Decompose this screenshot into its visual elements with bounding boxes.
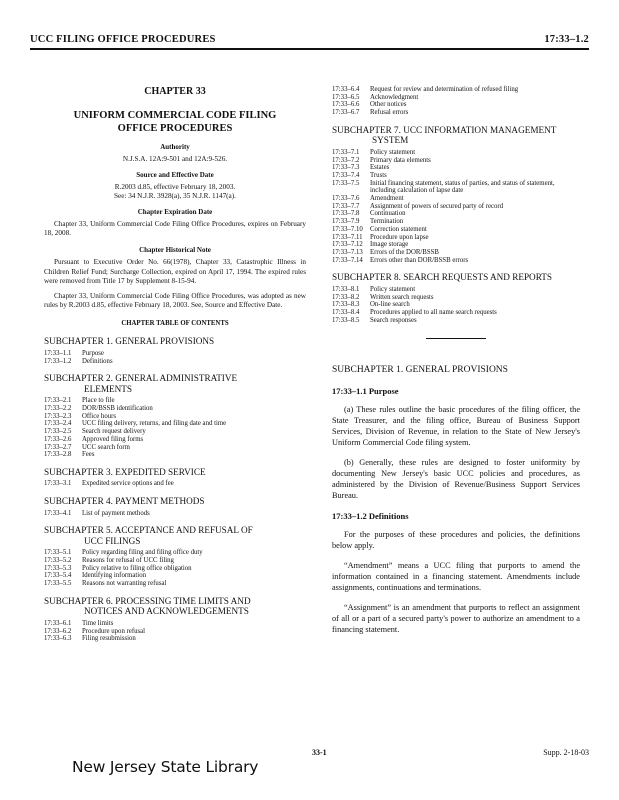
toc-entry-title: Errors other than DOR/BSSB errors [370, 256, 469, 264]
toc-entry-title: Errors of the DOR/BSSB [370, 248, 439, 256]
toc-entry [44, 436, 306, 444]
toc-entry [332, 234, 580, 242]
toc-entries [44, 620, 306, 643]
toc-entry [44, 628, 306, 636]
toc-subchapter-title: SUBCHAPTER 5. ACCEPTANCE AND REFUSAL OF [44, 525, 253, 536]
running-header [30, 34, 589, 45]
toc-entry-title: On-line search [370, 301, 410, 309]
authority-label: Authority [160, 143, 190, 151]
toc-subchapter-title: SUBCHAPTER 1. GENERAL PROVISIONS [44, 336, 215, 347]
toc-entry-title: List of payment methods [82, 509, 150, 517]
history-label: Chapter Historical Note [139, 246, 211, 255]
toc-entry-title: Estates [370, 164, 390, 172]
toc-entry [44, 397, 306, 405]
toc-entry-title: Filing resubmission [82, 635, 136, 643]
history-paragraph-2: Chapter 33, Uniform Commercial Code Filing Office Procedures, was adopted as new rules by R.2003 d.85, effective February 18, 2003. See, Source and Effective Date. [44, 292, 306, 310]
toc-entry-number: 17:33–7.6 [332, 195, 360, 203]
toc-entry [332, 149, 580, 157]
toc-left [44, 336, 306, 643]
toc-entry-title: Initial financing statement, status of parties, and status of statement, including calculation of lapse date [370, 179, 555, 195]
toc-entry-title: Trusts [370, 171, 387, 179]
toc-entry [44, 350, 306, 358]
toc-entry-number: 17:33–2.8 [44, 451, 72, 459]
toc-entry [44, 480, 306, 488]
toc-entry-title: Written search requests [370, 293, 434, 301]
toc-entry-title: Correction statement [370, 225, 427, 233]
toc-entry-number: 17:33–5.1 [44, 549, 72, 557]
toc-entry-title: Acknowledgment [370, 93, 419, 101]
toc-entry-title: Place to file [82, 397, 115, 405]
toc-entry-title: Continuation [370, 210, 406, 218]
toc-entry [332, 294, 580, 302]
toc-entry-number: 17:33–8.2 [332, 293, 360, 301]
toc-subchapter-7 [332, 125, 580, 265]
toc-entry [44, 572, 306, 580]
toc-entry [332, 157, 580, 165]
toc-subchapter-title: SUBCHAPTER 2. GENERAL ADMINISTRATIVE [44, 373, 238, 384]
expiration-text: Chapter 33, Uniform Commercial Code Filing Office Procedures, expires on February 18, 2008. [44, 220, 306, 238]
toc-entry-number: 17:33–2.7 [44, 443, 72, 451]
toc-entry [44, 580, 306, 588]
toc-entry [44, 635, 306, 643]
toc-entry [332, 101, 580, 109]
toc-subchapter-title: SUBCHAPTER 8. SEARCH REQUESTS AND REPORTS [332, 272, 552, 283]
toc-entry-number: 17:33–6.4 [332, 86, 360, 93]
toc-entry [44, 565, 306, 573]
toc-entry-number: 17:33–7.8 [332, 210, 360, 218]
toc-entry [44, 358, 306, 366]
library-stamp: New Jersey State Library [72, 758, 259, 776]
toc-subchapter-title: SUBCHAPTER 3. EXPEDITED SERVICE [44, 466, 206, 477]
toc-entry-number: 17:33–7.2 [332, 156, 360, 164]
toc-entry-number: 17:33–6.1 [44, 619, 72, 627]
toc-entry-title: Search responses [370, 316, 417, 324]
toc-entry [332, 317, 580, 325]
toc-entry-title: Other notices [370, 101, 407, 109]
toc-entry-number: 17:33–7.3 [332, 164, 360, 172]
toc-entry-number: 17:33–5.2 [44, 557, 72, 565]
toc-subchapter-title-cont: UCC FILINGS [84, 535, 141, 546]
toc-entry-number: 17:33–7.4 [332, 171, 360, 179]
toc-entry-title: Request for review and determination of refused filing [370, 86, 519, 93]
toc-entry-title: Primary data elements [370, 156, 431, 164]
toc-entry-title: Reasons for refusal of UCC filing [82, 557, 174, 565]
toc-entry [44, 510, 306, 518]
toc-entry-title: Fees [82, 451, 95, 459]
toc-entry [44, 451, 306, 459]
chapter-title [44, 109, 306, 135]
section-purpose-heading: 17:33–1.1 Purpose [332, 386, 399, 397]
toc-subchapter-8 [332, 272, 580, 324]
toc-entry-title: Reasons not warranting refusal [82, 580, 167, 588]
toc-entry [44, 405, 306, 413]
expiration-label: Chapter Expiration Date [137, 208, 213, 216]
purpose-paragraph-b: (b) Generally, these rules are designed to foster uniformity by documenting New Jersey's basic UCC policies and procedures, as administered by the Division of Revenue/Business Support Services Bureau. [332, 458, 580, 501]
toc-entry-title: Purpose [82, 349, 104, 357]
toc-entry [332, 172, 580, 180]
purpose-paragraph-a: (a) These rules outline the basic procedures of the filing officer, the State Treasurer, and the filing office, Bureau of Business Support Services, Division of Revenue, in relation to the State of New Jersey's Uniform Commercial Code filing system. [332, 405, 580, 448]
toc-entries [44, 397, 306, 459]
toc-entry-title: Expedited service options and fee [82, 480, 174, 488]
toc-entry-number: 17:33–7.5 [332, 179, 360, 187]
toc-entry-number: 17:33–7.14 [332, 256, 363, 264]
toc-entry [332, 226, 580, 234]
toc-entry [332, 241, 580, 249]
toc-entry-number: 17:33–8.4 [332, 308, 360, 316]
toc-subchapter-title: SUBCHAPTER 6. PROCESSING TIME LIMITS AND [44, 595, 251, 606]
right-column [332, 86, 580, 644]
toc-entry-number: 17:33–7.7 [332, 202, 360, 210]
toc-entry-title: Identifying information [82, 572, 146, 580]
toc-subchapter-title-cont: SYSTEM [372, 135, 409, 146]
toc-entry-title: Amendment [370, 195, 404, 203]
source-label: Source and Effective Date [136, 171, 214, 179]
toc-entries [44, 510, 306, 518]
page-number: 33-1 [312, 748, 327, 757]
toc-entry [332, 203, 580, 211]
source-line-2: See: 34 N.J.R. 3928(a), 35 N.J.R. 1147(a). [114, 192, 236, 200]
toc-entry-title: Policy statement [370, 148, 416, 156]
toc-entry [44, 557, 306, 565]
toc-entries [44, 480, 306, 488]
toc-entry [332, 180, 580, 195]
toc-entry-title: Policy relative to filing office obligation [82, 564, 192, 572]
toc-entry-title: Assignment of powers of secured party of record [370, 202, 504, 210]
body-subchapter-heading: SUBCHAPTER 1. GENERAL PROVISIONS [332, 365, 508, 376]
toc-entry-number: 17:33–8.3 [332, 301, 360, 309]
toc-entry-title: Time limits [82, 619, 114, 627]
header-title: UCC FILING OFFICE PROCEDURES [30, 34, 216, 45]
toc-entry-title: UCC filing delivery, returns, and filing date and time [82, 420, 227, 428]
toc-entry-number: 17:33–7.10 [332, 225, 363, 233]
toc-entry-title: Procedure upon refusal [82, 627, 146, 635]
toc-entry-number: 17:33–5.5 [44, 580, 72, 588]
toc-entry-number: 17:33–2.4 [44, 420, 72, 428]
toc-entry-number: 17:33–1.2 [44, 357, 72, 365]
toc-entry-title: Office hours [82, 412, 117, 420]
source-text [44, 183, 306, 201]
toc-subchapter-title-cont: NOTICES AND ACKNOWLEDGEMENTS [84, 606, 249, 617]
toc-entry [332, 249, 580, 257]
toc-entry-title: Termination [370, 218, 404, 226]
header-rule [30, 48, 589, 50]
toc-entry-number: 17:33–6.6 [332, 101, 360, 109]
toc-entry [44, 620, 306, 628]
toc-entry-title: UCC search form [82, 443, 130, 451]
toc-entry-number: 17:33–5.3 [44, 564, 72, 572]
toc-entry-number: 17:33–4.1 [44, 509, 72, 517]
definitions-intro: For the purposes of these procedures and policies, the definitions below apply. [332, 530, 580, 551]
section-divider [426, 338, 486, 339]
toc-entry-number: 17:33–1.1 [44, 349, 72, 357]
toc-entry [332, 286, 580, 294]
toc-entries [332, 149, 580, 265]
toc-entry-number: 17:33–3.1 [44, 480, 72, 488]
toc-entry [44, 549, 306, 557]
toc-entries [332, 286, 580, 325]
toc-entry-title: Procedure upon lapse [370, 233, 429, 241]
toc-entry [332, 86, 580, 94]
toc-entry-title: DOR/BSSB identification [82, 405, 153, 413]
toc-entry [332, 218, 580, 226]
section-definitions-heading: 17:33–1.2 Definitions [332, 511, 409, 522]
toc-entries [44, 350, 306, 365]
toc-entry-number: 17:33–5.4 [44, 572, 72, 580]
supplement-date: Supp. 2-18-03 [543, 748, 589, 757]
toc-entry [44, 420, 306, 428]
toc-title: CHAPTER TABLE OF CONTENTS [121, 320, 229, 328]
toc-entry-number: 17:33–7.9 [332, 218, 360, 226]
toc-entry-number: 17:33–7.13 [332, 248, 363, 256]
toc-subchapter-title-cont: ELEMENTS [84, 383, 132, 394]
toc-entry [332, 94, 580, 102]
toc-entry-number: 17:33–8.1 [332, 285, 360, 293]
chapter-number: CHAPTER 33 [144, 86, 206, 97]
chapter-title-line-2: OFFICE PROCEDURES [117, 123, 233, 134]
toc-entry-number: 17:33–2.5 [44, 428, 72, 436]
toc-entry [44, 428, 306, 436]
toc-entry-number: 17:33–7.1 [332, 148, 360, 156]
toc-entry [332, 109, 580, 117]
toc-entries [44, 549, 306, 588]
toc-entry-title: Search request delivery [82, 428, 146, 436]
toc-entry [332, 164, 580, 172]
toc-entry-title: Policy statement [370, 285, 416, 293]
toc-entry-title: Procedures applied to all name search requests [370, 308, 497, 316]
chapter-title-line-1: UNIFORM COMMERCIAL CODE FILING [73, 110, 277, 121]
toc-entry-title: Definitions [82, 357, 113, 365]
toc-entry [332, 309, 580, 317]
toc-entry-number: 17:33–7.11 [332, 233, 363, 241]
toc-entry-number: 17:33–8.5 [332, 316, 360, 324]
toc-entry [332, 301, 580, 309]
toc-entry [332, 195, 580, 203]
toc-entry-number: 17:33–2.6 [44, 435, 72, 443]
history-paragraph-1: Pursuant to Executive Order No. 66(1978), Chapter 33, Catastrophic Illness in Children Relief Fund; Surcharge Collection, expired on April 17, 1994. The expired rules were removed from Title 17 by Supplement 8-15-94. [44, 258, 306, 285]
toc-entry [332, 210, 580, 218]
toc-entry-title: Image storage [370, 241, 409, 249]
toc-entry-title: Refusal errors [370, 109, 409, 117]
toc-entry-number: 17:33–6.3 [44, 635, 72, 643]
header-section: 17:33–1.2 [544, 34, 589, 45]
toc-entry-number: 17:33–6.5 [332, 93, 360, 101]
toc-subchapter-title: SUBCHAPTER 4. PAYMENT METHODS [44, 496, 205, 507]
authority-text: N.J.S.A. 12A:9-501 and 12A:9-526. [122, 155, 228, 163]
definition-assignment: “Assignment” is an amendment that purports to reflect an assignment of all or a part of a secured party's power to authorize an amendment to a financing statement. [332, 603, 580, 635]
left-column [44, 86, 306, 651]
toc-entry-title: Policy regarding filing and filing office duty [82, 549, 203, 557]
toc-entry-title: Approved filing forms [82, 435, 144, 443]
toc-entry-number: 17:33–2.1 [44, 397, 72, 405]
toc-entry-number: 17:33–6.2 [44, 627, 72, 635]
toc-entry [44, 413, 306, 421]
toc-entry-number: 17:33–2.2 [44, 405, 72, 413]
toc-entry-number: 17:33–7.12 [332, 241, 363, 249]
definition-amendment: “Amendment” means a UCC filing that purports to amend the information contained in a financing statement. Amendments include assignments, continuations and terminations. [332, 561, 580, 593]
toc-entry-number: 17:33–2.3 [44, 412, 72, 420]
toc-subchapter-title: SUBCHAPTER 7. UCC INFORMATION MANAGEMENT [332, 124, 557, 135]
toc-entries-continued [332, 86, 580, 117]
toc-entry [44, 444, 306, 452]
toc-entry [332, 257, 580, 265]
toc-entry-number: 17:33–6.7 [332, 109, 360, 117]
source-line-1: R.2003 d.85, effective February 18, 2003. [114, 183, 236, 191]
